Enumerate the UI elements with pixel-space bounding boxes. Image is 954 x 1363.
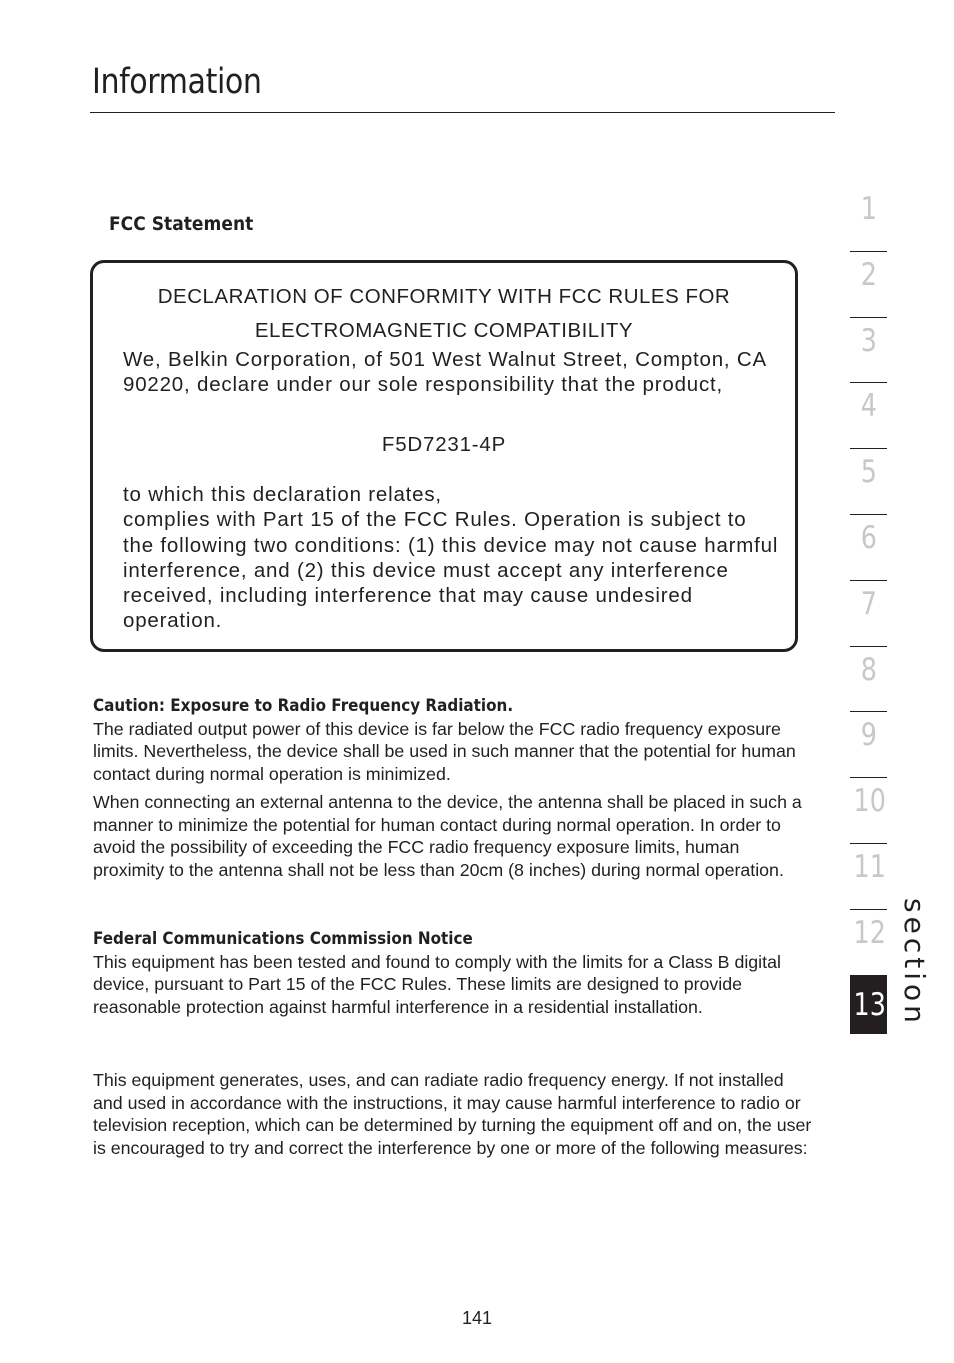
declaration-product: F5D7231-4P bbox=[381, 433, 507, 456]
section-nav bbox=[850, 186, 887, 1034]
section-number: 1 bbox=[860, 191, 877, 227]
section-number: 10 bbox=[853, 783, 886, 820]
section-item-3[interactable] bbox=[850, 318, 887, 384]
caution-heading: Caution: Exposure to Radio Frequency Radiation. bbox=[93, 696, 514, 715]
section-number: 5 bbox=[860, 454, 877, 491]
section-item-12[interactable] bbox=[850, 910, 887, 976]
section-number: 3 bbox=[860, 322, 877, 359]
declaration-compliance: complies with Part 15 of the FCC Rules. Operation is subject to the following two conditions: (1) this device may not cause harmful interference, and (2) this device must accept any interference received, including interference that may cause undesired operation. bbox=[123, 508, 779, 633]
caution-section bbox=[93, 695, 813, 785]
section-number: 9 bbox=[860, 717, 877, 754]
section-number: 13 bbox=[853, 986, 886, 1023]
section-item-13[interactable] bbox=[850, 976, 887, 1034]
section-number: 11 bbox=[853, 848, 886, 885]
section-item-6[interactable] bbox=[850, 515, 887, 581]
section-item-7[interactable] bbox=[850, 581, 887, 647]
section-item-8[interactable] bbox=[850, 647, 887, 713]
declaration-compliance-block bbox=[123, 482, 783, 634]
section-number: 12 bbox=[853, 914, 886, 951]
caution-paragraph-1: The radiated output power of this device is far below the FCC radio frequency exposure limits. Nevertheless, the device shall be used in such manner that the potential for human contact during normal operation is minimized. bbox=[93, 718, 796, 784]
declaration-title-line2: ELECTROMAGNETIC COMPATIBILITY bbox=[254, 319, 634, 342]
caution-paragraph-2: When connecting an external antenna to the device, the antenna shall be placed in such a manner to minimize the potential for human contact during normal operation. In order to avoid the possibility of exceeding the FCC radio frequency exposure limits, human proximity to the antenna shall not be less than 20cm (8 inches) during normal operation. bbox=[93, 792, 802, 880]
fcc-notice-paragraph-2: This equipment generates, uses, and can radiate radio frequency energy. If not installed and used in accordance with the instructions, it may cause harmful interference to radio or television reception, which can be determined by turning the equipment off and on, the user is encouraged to try and correct the interference by one or more of the following measures: bbox=[93, 1070, 812, 1158]
declaration-intro: We, Belkin Corporation, of 501 West Walnut Street, Compton, CA 90220, declare under our sole responsibility that the product, bbox=[123, 348, 766, 397]
section-item-1[interactable] bbox=[850, 186, 887, 252]
declaration-box bbox=[90, 260, 798, 652]
section-item-10[interactable] bbox=[850, 778, 887, 844]
section-number: 4 bbox=[860, 388, 877, 425]
declaration-relates: to which this declaration relates, bbox=[123, 483, 442, 506]
fcc-energy-section bbox=[93, 1069, 813, 1159]
section-item-11[interactable] bbox=[850, 844, 887, 910]
section-number: 2 bbox=[860, 256, 877, 293]
section-item-9[interactable] bbox=[850, 712, 887, 778]
section-number: 8 bbox=[860, 651, 877, 688]
fcc-notice-section bbox=[93, 928, 813, 1018]
fcc-notice-heading: Federal Communications Commission Notice bbox=[93, 929, 473, 948]
antenna-section bbox=[93, 791, 813, 881]
section-item-5[interactable] bbox=[850, 449, 887, 515]
fcc-notice-paragraph-1: This equipment has been tested and found to comply with the limits for a Class B digital device, pursuant to Part 15 of the FCC Rules. These limits are designed to provide reasonable protection against harmful interference in a residential installation. bbox=[93, 951, 781, 1017]
header-divider bbox=[90, 112, 835, 113]
fcc-statement-heading: FCC Statement bbox=[109, 213, 254, 235]
section-number: 6 bbox=[860, 519, 877, 556]
page-number: 141 bbox=[461, 1308, 493, 1328]
section-item-4[interactable] bbox=[850, 383, 887, 449]
section-number: 7 bbox=[860, 585, 877, 622]
declaration-title-line1: DECLARATION OF CONFORMITY WITH FCC RULES FOR bbox=[157, 285, 731, 308]
section-item-2[interactable] bbox=[850, 252, 887, 318]
page-title: Information bbox=[92, 62, 262, 102]
section-label: section bbox=[898, 898, 931, 1027]
